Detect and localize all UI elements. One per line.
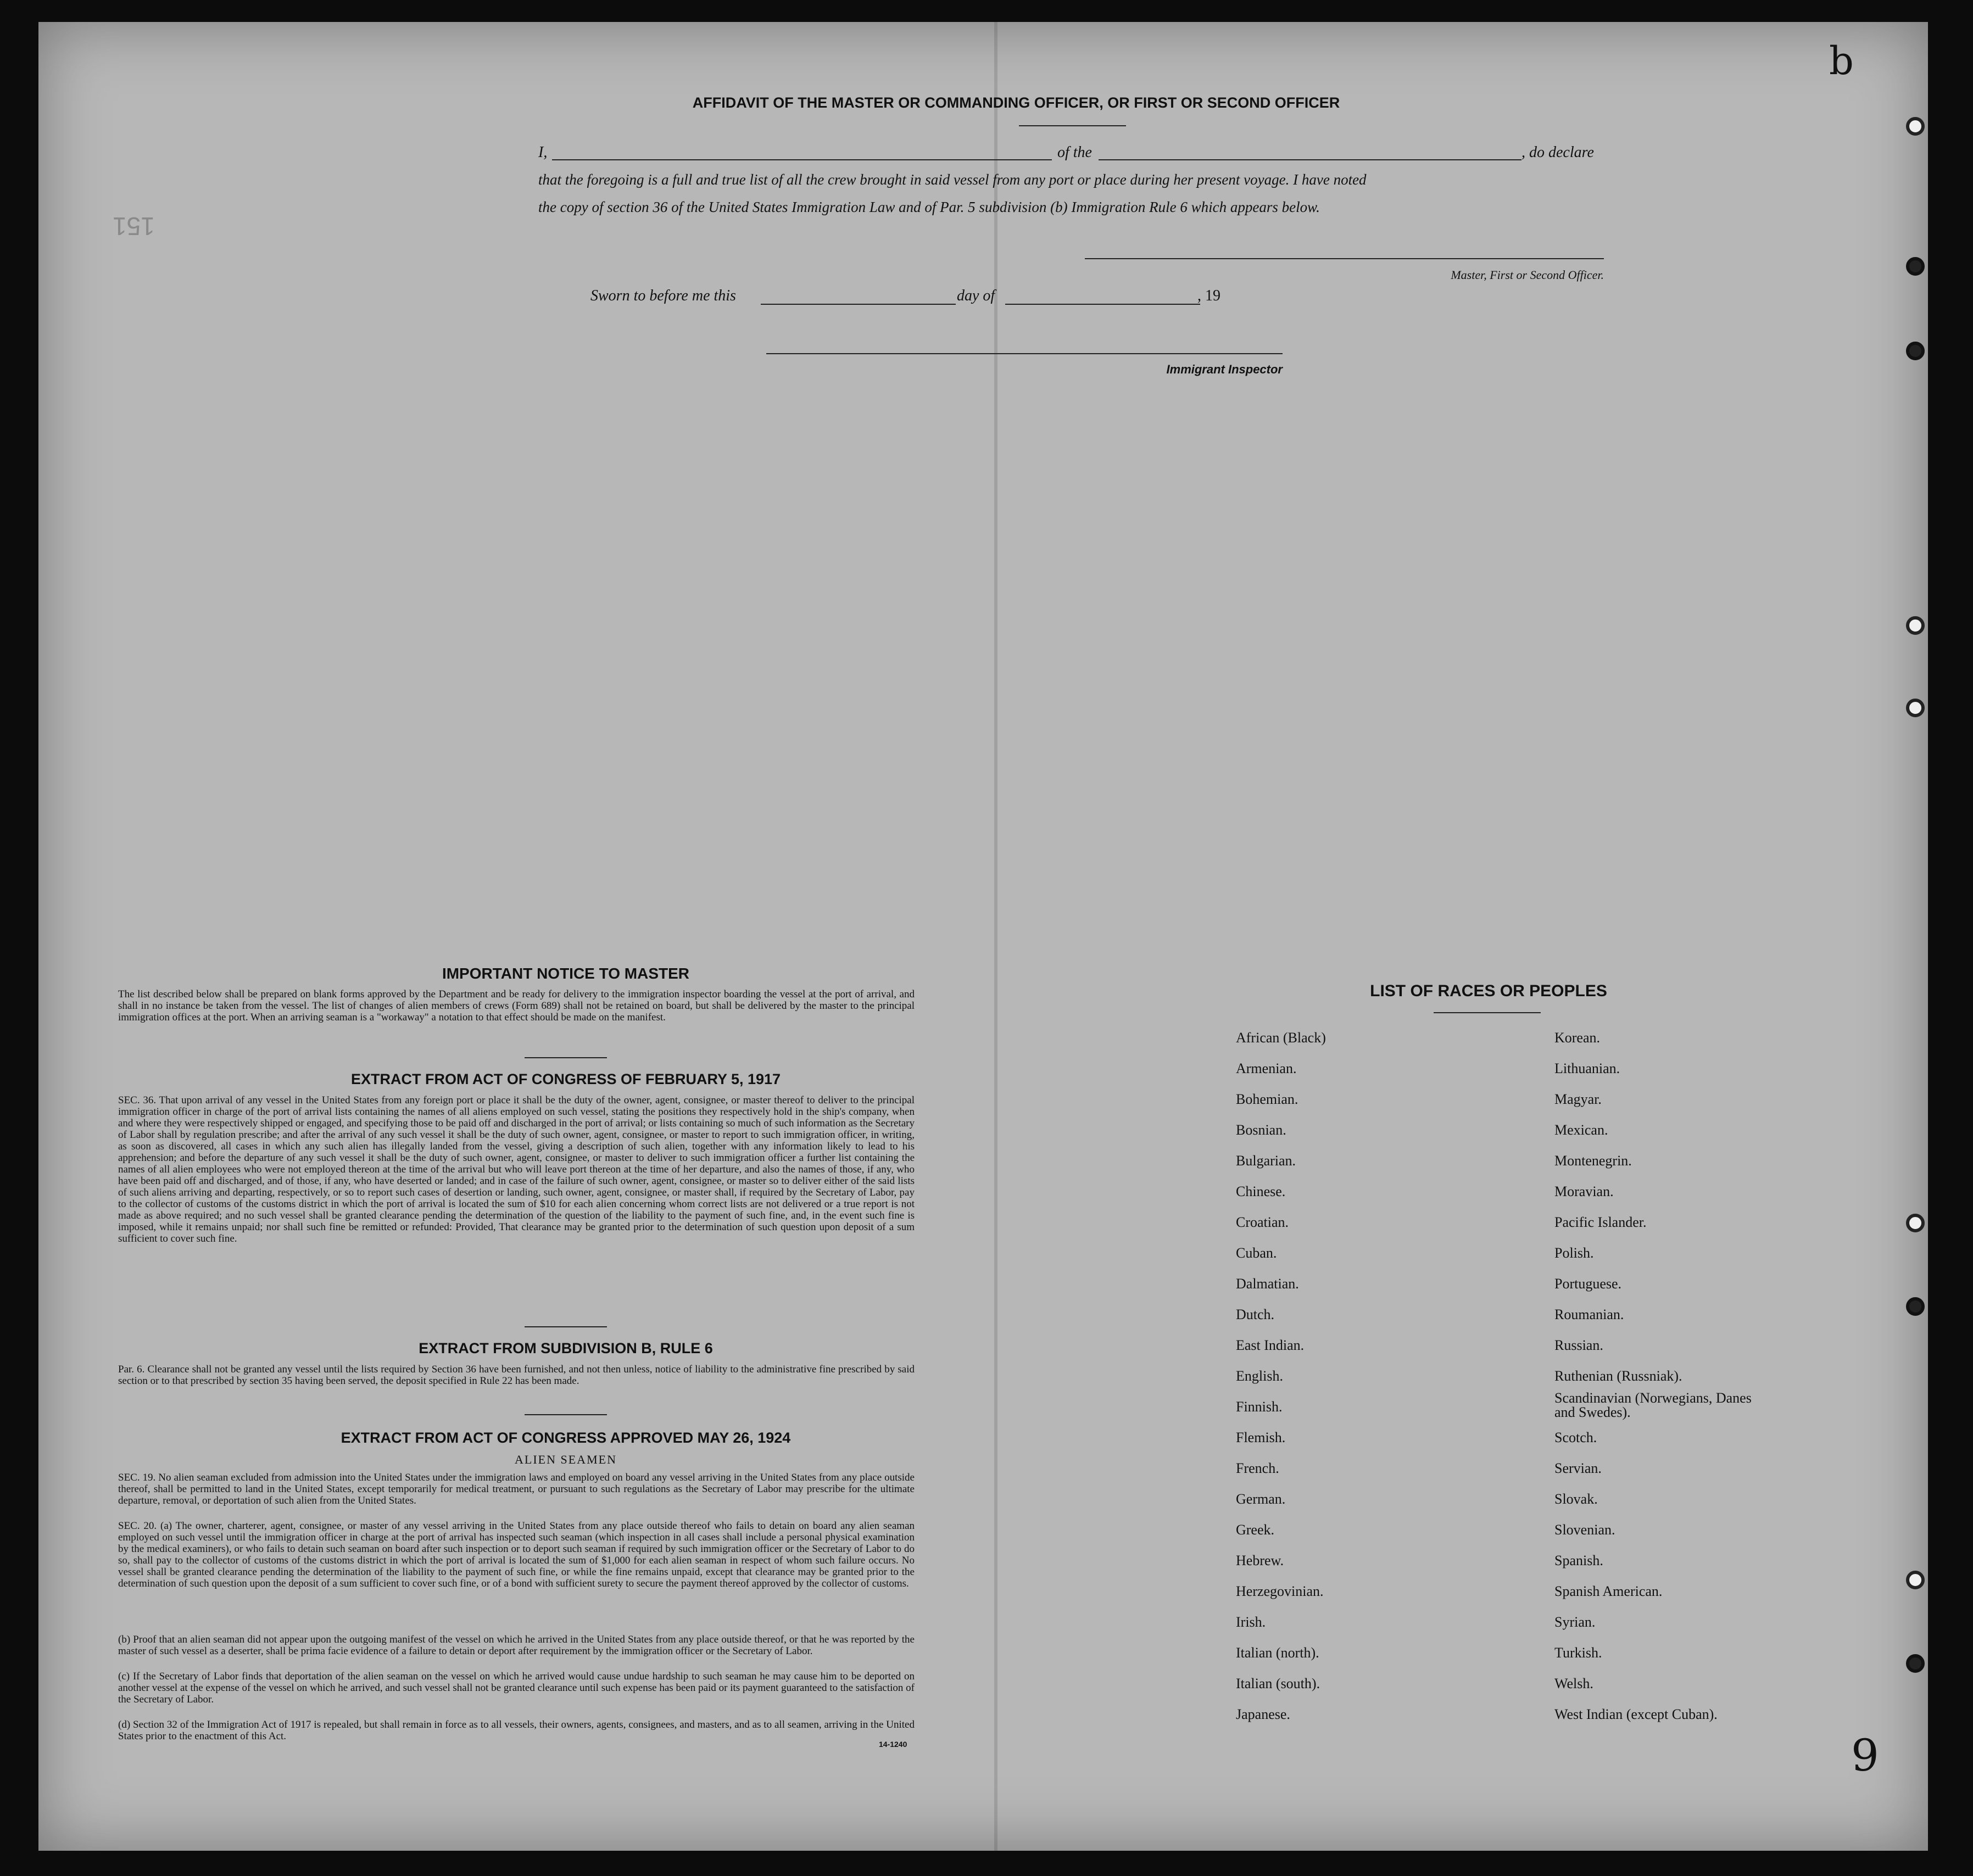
extract-1924-sec20b: (b) Proof that an alien seaman did not appear upon the outgoing manifest of the vessel on which he arrived in the United States from any place outside thereof, or that he was reported by the master of such vessel as a deserter, shall be prima facie evidence of a failure to detain or deport after requirement by the immigration officer or the Secretary of Labor.: [118, 1634, 915, 1657]
extract-1924-sec19: SEC. 19. No alien seaman excluded from admission into the United States under the immigration laws and employed on board any vessel arriving in the United States from any place outside thereof, shall be permitted to land in the United States, except temporarily for medical treatment, or pursuant to such regulations as the Secretary of Labor may prescribe for the ultimate departure, removal, or deportation of such alien from the United States.: [118, 1472, 915, 1506]
race-list-item: German.: [1236, 1491, 1286, 1507]
race-list-item: Finnish.: [1236, 1399, 1283, 1415]
corner-mark-bottom: 9: [1851, 1730, 1879, 1781]
master-signature-line[interactable]: [1085, 258, 1604, 259]
race-list-item: Turkish.: [1554, 1645, 1602, 1661]
punch-hole: [1906, 1654, 1925, 1673]
race-list-item: Mexican.: [1554, 1122, 1608, 1138]
punch-hole: [1906, 117, 1925, 136]
race-list-item: Welsh.: [1554, 1676, 1593, 1691]
vessel-line[interactable]: [1099, 159, 1521, 160]
race-list-item: Polish.: [1554, 1245, 1594, 1261]
race-list-item: Dalmatian.: [1236, 1276, 1299, 1292]
race-list-item: Flemish.: [1236, 1430, 1286, 1445]
extract-1924-sec20d: (d) Section 32 of the Immigration Act of 1917 is repealed, but shall remain in force as to all vessels, their owners, agents, consignees, and masters, and as to all seamen, arriving in the United States prior to the enactment of this Act.: [118, 1719, 915, 1742]
sworn-year: , 19: [1197, 287, 1220, 304]
sworn-day-line[interactable]: [761, 304, 956, 305]
race-list-item: East Indian.: [1236, 1337, 1305, 1353]
race-list-item: Servian.: [1554, 1460, 1602, 1476]
race-list-item: Korean.: [1554, 1030, 1601, 1046]
race-list-item: Cuban.: [1236, 1245, 1277, 1261]
affidavit-declare: , do declare: [1521, 144, 1594, 161]
race-list-item: Montenegrin.: [1554, 1153, 1632, 1169]
extract-1917-body: SEC. 36. That upon arrival of any vessel in the United States from any foreign port or place it shall be the duty of the owner, agent, consignee, or master thereof to deliver to the principal immigration officer in charge of the port of arrival lists containing the names of all aliens employed on such vessel, stating the positions they respectively hold in the ship's company, when and where they were respectively shipped or engaged, and specifying those to be paid off and discharged in the port of arrival; or lists containing so much of such information as the Secretary of Labor shall by regulation prescribe; and after the arrival of any such vessel it shall be the duty of such owner, agent, consignee, or master to report to such immigration officer, in writing, as soon as discovered, all cases in which any such alien has illegally landed from the vessel, giving a description of such alien, together with any information likely to lead to his apprehension; and before the departure of any such vessel it shall be the duty of such owner, agent, consignee, or master to deliver to such immigration officer a further list containing the names of all alien employees who were not employed thereon at the time of the arrival but who will leave port thereon at the time of her departure, and also the names of those, if any, who have been paid off and discharged, and of those, if any, who have deserted or landed; and in case of the failure of such owner, agent, consignee, or master so to deliver either of the said lists of such aliens arriving and departing, respectively, or so to report such cases of desertion or landing, such owner, agent, consignee, or master shall, if required by the Secretary of Labor, pay to the collector of customs of the customs district in which the port of arrival is located the sum of $10 for each alien concerning whom correct lists are not delivered or a true report is not made as above required; and no such vessel shall be granted clearance pending the determination of the question of the liability to the payment of such fine, and, in the event such fine is imposed, while it remains unpaid; nor shall such fine be remitted or refunded: Provided, That clearance may be granted prior to the determination of such question upon deposit of a sum sufficient to cover such fine.: [118, 1095, 915, 1244]
race-list-item: Italian (north).: [1236, 1645, 1319, 1661]
race-list-item: Dutch.: [1236, 1307, 1275, 1322]
race-list-item: Hebrew.: [1236, 1553, 1284, 1568]
sworn-label: Sworn to before me this: [590, 287, 736, 304]
notice-body: The list described below shall be prepared on blank forms approved by the Department and be ready for delivery to the immigration inspector boarding the vessel at the port of arrival, and shall in no instance be taken from the vessel. The list of changes of alien members of crews (Form 689) shall not be retained on board, but shall be delivered by the master to the principal immigration offices at the port. When an arriving seaman is a "workaway" a notation to that effect should be made on the manifest.: [118, 989, 915, 1023]
race-list-item: Croatian.: [1236, 1214, 1289, 1230]
race-list-item: Lithuanian.: [1554, 1060, 1620, 1076]
master-signature-label: Master, First or Second Officer.: [1451, 268, 1604, 282]
sworn-day-of: day of: [957, 287, 995, 304]
race-list-item: Russian.: [1554, 1337, 1603, 1353]
race-list-item: Chinese.: [1236, 1183, 1286, 1199]
inspector-signature-line[interactable]: [766, 353, 1283, 354]
extract-1924-sec20a: SEC. 20. (a) The owner, charterer, agent, consignee, or master of any vessel arriving in the United States from any place outside thereof who fails to detain on board any alien seaman employed on such vessel until the immigration officer in charge at the port of arrival has inspected such seaman (which inspection in all cases shall include a personal physical examination by the medical examiners), or who fails to detain such seaman on board after such inspection or to deport such seaman if required by such immigration officer or the Secretary of Labor to do so, shall pay to the collector of customs of the customs district in which the port of arrival is located the sum of $1,000 for each alien seaman in respect of whom such failure occurs. No vessel shall be granted clearance pending the determination of the liability to the payment of such fine, or while the fine remains unpaid, except that clearance may be granted prior to the determination of such question upon the deposit of a sum sufficient to cover such fine, or of a bond with sufficient surety to secure the payment thereof approved by the collector of customs.: [118, 1520, 915, 1589]
extract-1924-title: EXTRACT FROM ACT OF CONGRESS APPROVED MAY 26, 1924: [341, 1430, 791, 1446]
race-list-item: Greek.: [1236, 1522, 1275, 1538]
race-list-item: Scandinavian (Norwegians, Danes and Swedes).: [1554, 1390, 1752, 1420]
extract-1917-title: EXTRACT FROM ACT OF CONGRESS OF FEBRUARY 5, 1917: [350, 1071, 781, 1087]
extract-1924-subtitle: ALIEN SEAMEN: [515, 1453, 617, 1466]
punch-hole: [1906, 1214, 1925, 1232]
race-list-item: Roumanian.: [1554, 1307, 1624, 1322]
race-list-item: West Indian (except Cuban).: [1554, 1706, 1718, 1722]
race-list-item: African (Black): [1236, 1030, 1326, 1046]
race-list-item: Pacific Islander.: [1554, 1214, 1647, 1230]
race-list-item: Armenian.: [1236, 1060, 1297, 1076]
race-list-item: Spanish American.: [1554, 1583, 1663, 1599]
punch-hole: [1906, 342, 1925, 360]
race-list-item: Spanish.: [1554, 1553, 1603, 1568]
race-list-item: Portuguese.: [1554, 1276, 1622, 1292]
notice-title: IMPORTANT NOTICE TO MASTER: [442, 965, 690, 982]
extract-rule6-title: EXTRACT FROM SUBDIVISION B, RULE 6: [419, 1340, 713, 1356]
affidavit-of-the: of the: [1057, 144, 1092, 161]
race-list-item: Syrian.: [1554, 1614, 1596, 1630]
form-number: 14-1240: [879, 1740, 907, 1749]
race-list-item: Slovenian.: [1554, 1522, 1615, 1538]
title-divider: [1019, 125, 1126, 126]
punch-hole: [1906, 257, 1925, 276]
race-list-item: Bulgarian.: [1236, 1153, 1296, 1169]
race-list-item: French.: [1236, 1460, 1279, 1476]
race-list-item: Scotch.: [1554, 1430, 1597, 1445]
affidavit-line3: the copy of section 36 of the United States Immigration Law and of Par. 5 subdivision (b) Immigration Rule 6 which appears below.: [538, 199, 1320, 215]
races-divider: [1434, 1012, 1541, 1013]
race-list-item: Herzegovinian.: [1236, 1583, 1324, 1599]
race-list-item: English.: [1236, 1368, 1283, 1384]
sworn-month-line[interactable]: [1005, 304, 1200, 305]
race-list-item: Irish.: [1236, 1614, 1266, 1630]
extract-1917-divider: [525, 1326, 607, 1327]
notice-divider: [525, 1057, 607, 1058]
race-list-item: Magyar.: [1554, 1091, 1602, 1107]
margin-number: 151: [113, 212, 155, 241]
punch-hole: [1906, 1297, 1925, 1316]
punch-hole: [1906, 616, 1925, 635]
race-list-item: Moravian.: [1554, 1183, 1614, 1199]
punch-hole: [1906, 699, 1925, 717]
race-list-item: Italian (south).: [1236, 1676, 1320, 1691]
extract-1924-sec20c: (c) If the Secretary of Labor finds that deportation of the alien seaman on the vessel on which he arrived would cause undue hardship to such seaman he may cause him to be deported on another vessel at the expense of the vessel on which he arrived, and such vessel shall not be granted clearance until such expense has been paid or its payment guaranteed to the satisfaction of the Secretary of Labor.: [118, 1671, 915, 1705]
affidavit-title: AFFIDAVIT OF THE MASTER OR COMMANDING OFFICER, OR FIRST OR SECOND OFFICER: [692, 94, 1340, 111]
affidavit-i: I,: [538, 144, 548, 161]
race-list-item: Bohemian.: [1236, 1091, 1298, 1107]
race-list-item: Japanese.: [1236, 1706, 1290, 1722]
inspector-label: Immigrant Inspector: [1166, 362, 1283, 376]
extract-rule6-body: Par. 6. Clearance shall not be granted any vessel until the lists required by Section 36 have been furnished, and not then unless, notice of liability to the administrative fine prescribed by said section or to that prescribed by section 35 having been served, the deposit specified in Rule 22 has been made.: [118, 1364, 915, 1387]
race-list-item: Slovak.: [1554, 1491, 1598, 1507]
race-list-item: Bosnian.: [1236, 1122, 1286, 1138]
affidavit-line2: that the foregoing is a full and true list of all the crew brought in said vessel from any port or place during her present voyage. I have noted: [538, 171, 1367, 188]
punch-hole: [1906, 1571, 1925, 1589]
corner-mark-top: b: [1829, 38, 1854, 83]
races-title: LIST OF RACES OR PEOPLES: [1370, 982, 1607, 1000]
race-list-item: Ruthenian (Russniak).: [1554, 1368, 1682, 1384]
name-line[interactable]: [552, 159, 1052, 160]
extract-rule6-divider: [525, 1414, 607, 1415]
